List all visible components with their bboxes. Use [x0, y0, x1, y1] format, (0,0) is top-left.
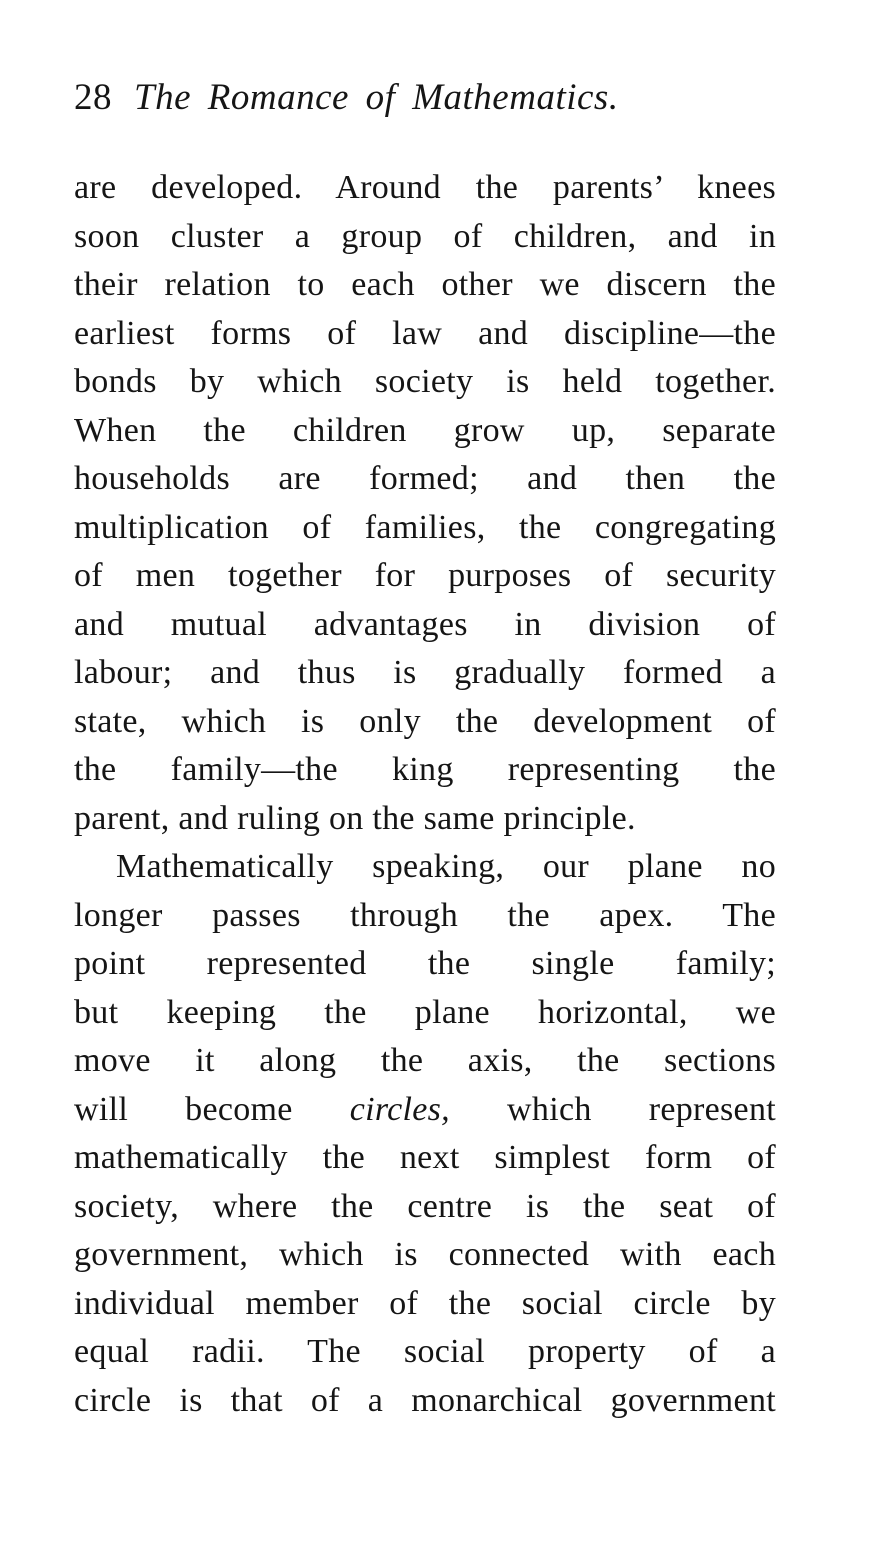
- text-line: move it along the axis, the sections: [74, 1042, 776, 1079]
- text-line: bonds by which society is held together.: [74, 363, 776, 400]
- running-head: [74, 70, 734, 126]
- italic-word: circles,: [349, 1090, 450, 1128]
- text-line: households are formed; and then the: [74, 460, 776, 497]
- text-line: are developed. Around the parents’ knees: [74, 169, 776, 206]
- text-line: the family—the king representing the: [74, 751, 776, 788]
- text-line: When the children grow up, separate: [74, 411, 776, 449]
- page-number: 28: [74, 77, 112, 118]
- text-line: state, which is only the development of: [74, 702, 776, 740]
- text-fragment: will become: [74, 1090, 350, 1128]
- text-fragment: which represent: [450, 1090, 776, 1128]
- text-line: mathematically the next simplest form of: [74, 1139, 776, 1176]
- text-line: circle is that of a monarchical government: [74, 1381, 776, 1419]
- text-line: point represented the single family;: [74, 945, 776, 982]
- body-text: [74, 164, 776, 1425]
- running-head-title: The Romance of Mathematics.: [134, 77, 619, 118]
- text-line: labour; and thus is gradually formed a: [74, 654, 776, 691]
- text-line: parent, and ruling on the same principle.: [74, 799, 636, 837]
- text-line: longer passes through the apex. The: [74, 896, 776, 934]
- text-line: society, where the centre is the seat of: [74, 1187, 776, 1225]
- text-line: multiplication of families, the congregating: [74, 508, 776, 546]
- text-line: but keeping the plane horizontal, we: [74, 993, 776, 1031]
- text-line: individual member of the social circle by: [74, 1284, 776, 1322]
- text-line: soon cluster a group of children, and in: [74, 217, 776, 255]
- text-line: government, which is connected with each: [74, 1236, 776, 1273]
- text-line: of men together for purposes of security: [74, 557, 776, 594]
- text-line: equal radii. The social property of a: [74, 1333, 776, 1370]
- text-line-with-emphasis: [74, 1086, 776, 1135]
- text-line: earliest forms of law and discipline—the: [74, 314, 776, 352]
- text-line: and mutual advantages in division of: [74, 605, 776, 643]
- text-line: their relation to each other we discern the: [74, 266, 776, 303]
- text-line: Mathematically speaking, our plane no: [116, 848, 776, 885]
